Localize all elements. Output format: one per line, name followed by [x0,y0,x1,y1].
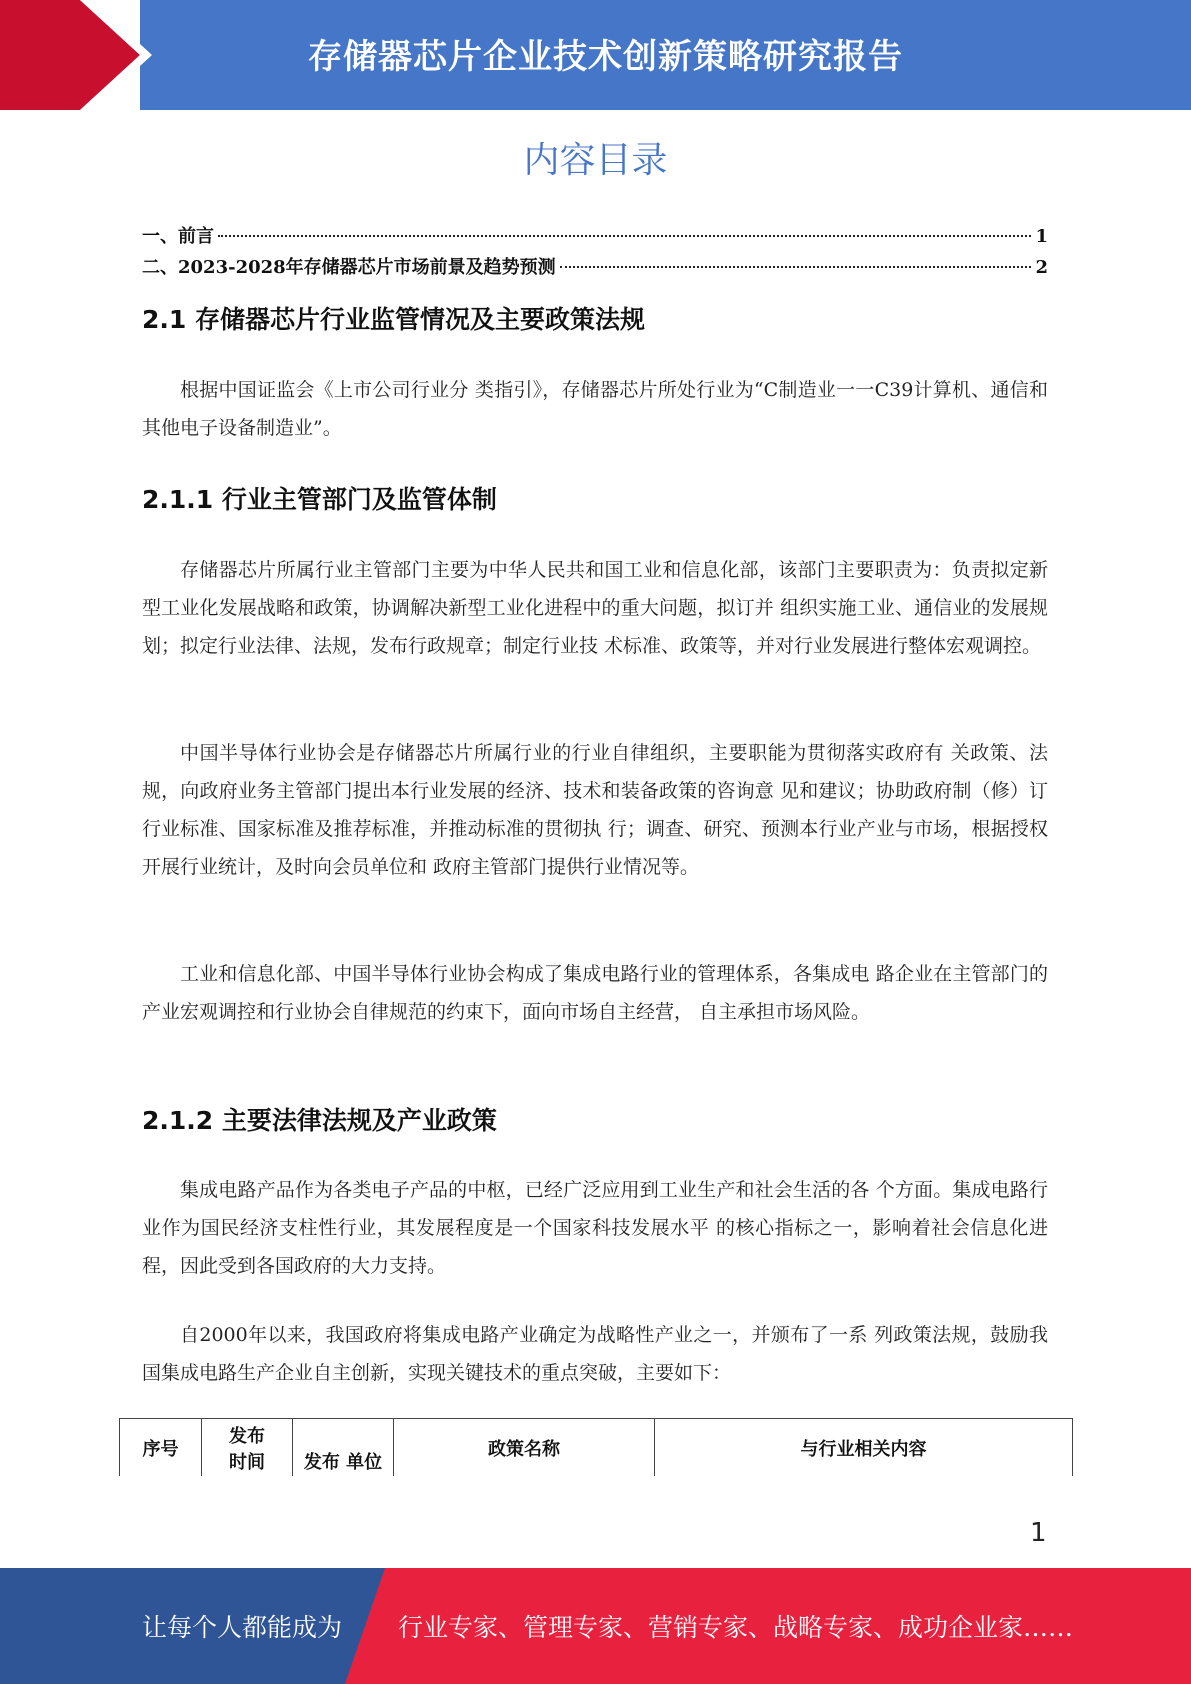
toc-leader-dots [560,266,1032,268]
section-heading-2-1-2: 2.1.2 主要法律法规及产业政策 [142,1106,497,1135]
policy-table [119,1418,1073,1476]
column-header-unit: 发布 单位 [293,1419,394,1477]
toc-entry-page: 2 [1035,257,1048,278]
paragraph-regulator: 存储器芯片所属行业主管部门主要为中华人民共和国工业和信息化部，该部门主要职责为：负责拟定新型工业化发展战略和政策，协调解决新型工业化进程中的重大问题，拟订并 组织实施工业、通信业的发展规划；拟定行业法律、法规，发布行政规章；制定行业技 术标准、政策等，并对行业发展进行整体宏观调控。 [142,559,1048,657]
column-header-index: 序号 [120,1419,202,1477]
toc-entry[interactable] [142,253,1048,284]
footer-slogan-right: 行业专家、管理专家、营销专家、战略专家、成功企业家…… [398,1613,1074,1642]
section-heading-2-1-1: 2.1.1 行业主管部门及监管体制 [142,485,497,514]
footer-slogan-left: 让每个人都能成为 [142,1613,343,1642]
toc-leader-dots [218,235,1031,237]
page-number: 1 [1030,1518,1047,1548]
paragraph-industry-classification: 根据中国证监会《上市公司行业分 类指引》，存储器芯片所处行业为“C制造业一一C39计算机、通信和其他电子设备制造业”。 [142,379,1048,439]
paragraph-industry-association: 中国半导体行业协会是存储器芯片所属行业的行业自律组织，主要职能为贯彻落实政府有 关政策、法规，向政府业务主管部门提出本行业发展的经济、技术和装备政策的咨询意 见和建议；协助政府制（修）订行业标准、国家标准及推荐标准，并推动标准的贯彻执 行；调查、研究、预测本行业产业与市场，根据授权开展行业统计，及时向会员单位和 政府主管部门提供行业情况等。 [142,742,1048,878]
paragraph-ic-importance: 集成电路产品作为各类电子产品的中枢，已经广泛应用到工业生产和社会生活的各 个方面。集成电路行业作为国民经济支柱性行业，其发展程度是一个国家科技发展水平 的核心指标之一，影响着社会信息化进程，因此受到各国政府的大力支持。 [142,1179,1048,1277]
column-header-date-line2: 时间 [229,1451,265,1473]
toc-entry[interactable] [142,222,1048,253]
toc-entry-page: 1 [1035,226,1048,247]
table-of-contents [142,222,1048,284]
report-title: 存储器芯片企业技术创新策略研究报告 [308,36,903,77]
toc-entry-label: 二、2023-2028年存储器芯片市场前景及趋势预测 [142,257,556,278]
paragraph-management-system: 工业和信息化部、中国半导体行业协会构成了集成电路行业的管理体系，各集成电 路企业在主管部门的产业宏观调控和行业协会自律规范的约束下，面向市场自主经营， 自主承担市场风险。 [142,963,1048,1023]
toc-entry-label: 一、前言 [142,226,214,247]
header-banner [0,0,1191,110]
paragraph-policy-history: 自2000年以来，我国政府将集成电路产业确定为战略性产业之一，并颁布了一系 列政策法规，鼓励我国集成电路生产企业自主创新，实现关键技术的重点突破，主要如下： [142,1324,1048,1384]
table-header-row [120,1419,1073,1477]
column-header-date [202,1419,293,1477]
toc-heading: 内容目录 [523,140,668,181]
column-header-date-line1: 发布 [229,1425,265,1447]
column-header-policy-name: 政策名称 [394,1419,655,1477]
column-header-content: 与行业相关内容 [655,1419,1073,1477]
footer-banner [0,1568,1191,1684]
section-heading-2-1: 2.1 存储器芯片行业监管情况及主要政策法规 [142,305,645,334]
